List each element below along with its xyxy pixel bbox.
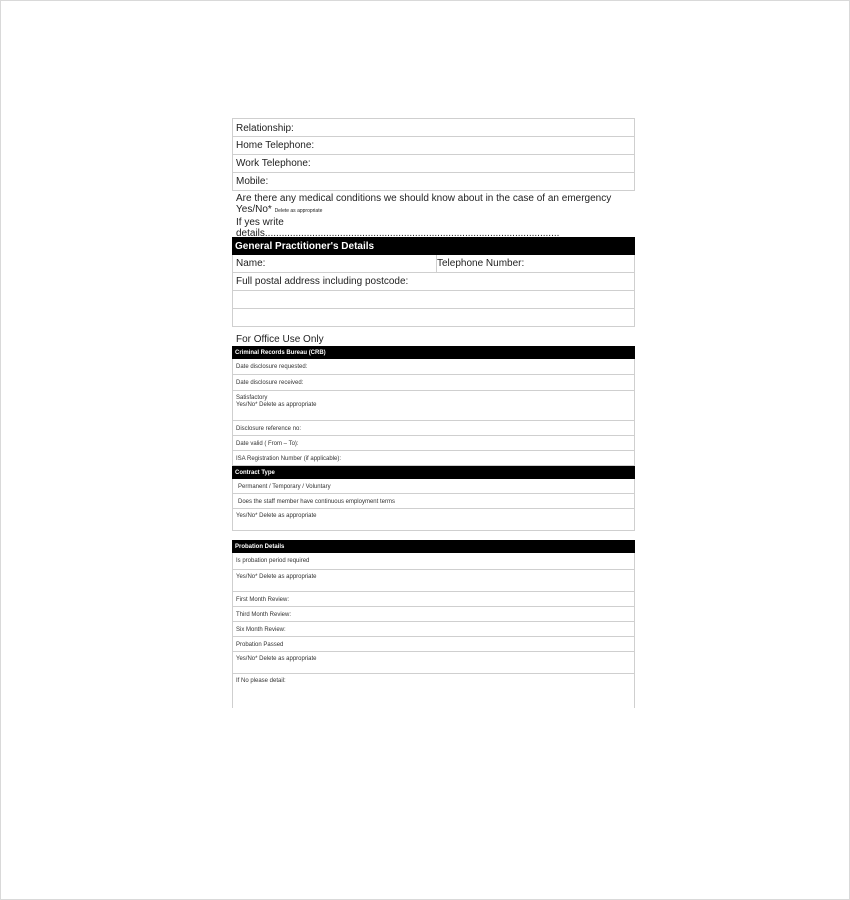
form-sheet — [232, 118, 635, 708]
home-telephone-field[interactable] — [232, 137, 635, 155]
probation-section-header: Probation Details — [232, 540, 635, 553]
work-telephone-field[interactable] — [232, 155, 635, 173]
probation-passed-field[interactable] — [232, 637, 635, 652]
gp-address-line-2[interactable] — [232, 309, 635, 327]
gp-address-label: Full postal address including postcode: — [236, 276, 409, 287]
satisfactory-yes-no: Yes/No* Delete as appropriate — [236, 402, 317, 408]
gp-name-field[interactable] — [233, 255, 437, 272]
probation-required-field[interactable] — [232, 553, 635, 570]
gp-address-field[interactable] — [232, 273, 635, 291]
date-requested-field[interactable] — [232, 359, 635, 375]
first-review-label: First Month Review: — [236, 597, 290, 603]
contract-options-field[interactable] — [232, 479, 635, 494]
isa-number-field[interactable] — [232, 451, 635, 466]
first-review-field[interactable] — [232, 592, 635, 607]
satisfactory-label: Satisfactory — [236, 395, 268, 401]
mobile-field[interactable] — [232, 173, 635, 191]
probation-yes-no-field[interactable] — [232, 570, 635, 592]
probation-passed-label: Probation Passed — [236, 642, 284, 648]
crb-section-header: Criminal Records Bureau (CRB) — [232, 346, 635, 359]
gp-name-label: Name: — [236, 258, 266, 269]
contract-section-header: Contract Type — [232, 466, 635, 479]
medical-if-yes-label: If yes write — [236, 217, 284, 228]
gp-section-header: General Practitioner's Details — [232, 237, 635, 255]
mobile-label: Mobile: — [236, 176, 269, 187]
six-review-field[interactable] — [232, 622, 635, 637]
relationship-field[interactable] — [232, 118, 635, 137]
probation-yes-no-label: Yes/No* Delete as appropriate — [236, 574, 317, 580]
contract-yes-no-field[interactable] — [232, 509, 635, 531]
gp-telephone-field[interactable] — [437, 255, 634, 272]
third-review-label: Third Month Review: — [236, 612, 292, 618]
third-review-field[interactable] — [232, 607, 635, 622]
if-no-detail-label: If No please detail: — [236, 678, 286, 684]
medical-question: Are there any medical conditions we should know about in the case of an emergency — [236, 193, 612, 204]
contract-yes-no-label: Yes/No* Delete as appropriate — [236, 513, 317, 519]
probation-required-label: Is probation period required — [236, 558, 310, 564]
office-use-title: For Office Use Only — [236, 334, 324, 345]
work-telephone-label: Work Telephone: — [236, 158, 311, 169]
contract-options-label: Permanent / Temporary / Voluntary — [238, 484, 331, 490]
date-received-label: Date disclosure received: — [236, 380, 304, 386]
continuous-employment-field[interactable] — [232, 494, 635, 509]
passed-yes-no-field[interactable] — [232, 652, 635, 674]
date-valid-label: Date valid ( From – To): — [236, 441, 299, 447]
home-telephone-label: Home Telephone: — [236, 140, 315, 151]
gp-telephone-label: Telephone Number: — [437, 258, 525, 269]
spacer — [232, 531, 635, 540]
isa-number-label: ISA Registration Number (if applicable): — [236, 456, 342, 462]
disclosure-ref-field[interactable] — [232, 421, 635, 436]
continuous-employment-label: Does the staff member have continuous employment terms — [238, 499, 395, 505]
satisfactory-field[interactable] — [232, 391, 635, 421]
medical-details-line[interactable]: details.......................................................................................................... — [236, 228, 560, 239]
gp-name-row — [232, 255, 635, 273]
medical-yes-no: Yes/No* — [236, 204, 272, 215]
disclosure-ref-label: Disclosure reference no: — [236, 426, 302, 432]
gp-address-line-1[interactable] — [232, 291, 635, 309]
date-received-field[interactable] — [232, 375, 635, 391]
date-requested-label: Date disclosure requested: — [236, 364, 308, 370]
medical-question-block — [232, 191, 635, 237]
passed-yes-no-label: Yes/No* Delete as appropriate — [236, 656, 317, 662]
medical-delete-note: Delete as appropriate — [274, 208, 323, 214]
date-valid-field[interactable] — [232, 436, 635, 451]
relationship-label: Relationship: — [236, 123, 294, 134]
six-review-label: Six Month Review: — [236, 627, 286, 633]
if-no-detail-field[interactable] — [232, 674, 635, 708]
